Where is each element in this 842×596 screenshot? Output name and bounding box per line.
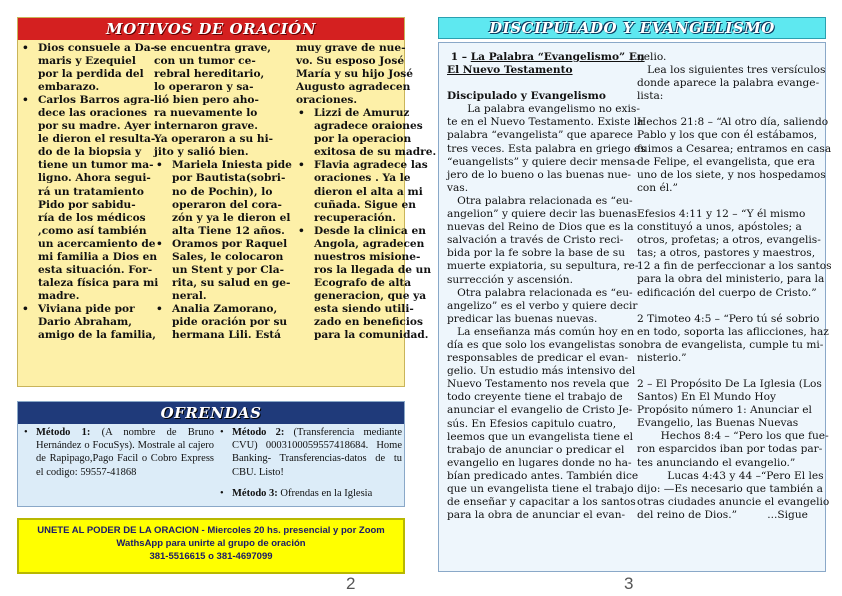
prayer-line: le dieron el resulta- — [38, 133, 156, 146]
text-line: Pablo y los que con él estábamos, — [637, 129, 818, 142]
prayer-line: rá un tratamiento — [38, 185, 144, 198]
text-line: constituyó a unos, apóstoles; a — [637, 221, 802, 234]
prayer-line: dieron el alta a mi — [313, 185, 423, 198]
prayer-line: por Bautista(sobri- — [172, 172, 286, 185]
method-1-label: Método 1: — [36, 427, 91, 438]
text-line: obra de evangelista, cumple tu mi- — [637, 338, 824, 351]
text-line: Lucas 4:43 y 44 –“Pero El les — [637, 469, 824, 482]
text-line: bían predicado antes. También dice — [447, 469, 639, 482]
text-line: que un evangelista tiene el trabajo — [447, 483, 634, 495]
prayer-line: Mariela Iniesta pide — [172, 159, 292, 172]
text-line: Nuevo Testamento nos revela que — [447, 378, 630, 391]
text-line: edificación del cuerpo de Cristo.” — [637, 286, 817, 299]
prayer-line: Carlos Barros agra- — [38, 94, 155, 107]
spacer — [447, 77, 625, 90]
bullet-icon: • — [297, 159, 305, 172]
text-line: nuevas del Reino de Dios que es la — [447, 221, 634, 234]
text-line: todo creyente tiene el trabajo de — [447, 391, 623, 404]
prayer-column-2 — [154, 42, 296, 386]
spacer — [637, 300, 819, 313]
prayer-line: do de la biopsia y — [38, 146, 142, 159]
spacer — [637, 365, 819, 378]
paragraph — [637, 51, 819, 64]
prayer-request-item — [20, 42, 156, 94]
text-line — [447, 51, 645, 64]
prayer-line: nuestros misione- — [313, 250, 421, 263]
prayer-line: Dios consuele a Da- — [38, 42, 156, 54]
prayer-line: jito y salió bien. — [154, 146, 249, 159]
prayer-line: embarazo. — [38, 81, 100, 94]
method-3-label: Método 3: — [232, 487, 278, 499]
discipleship-title: DISCIPULADO Y EVANGELISMO — [438, 17, 826, 39]
text-line: sús. En Efesios capitulo cuatro, — [447, 417, 617, 430]
prayer-line: para la comunidad. — [313, 329, 429, 342]
paragraph — [447, 103, 646, 195]
prayer-line: oraciones. — [295, 94, 358, 107]
paragraph — [637, 64, 826, 103]
prayer-column-3 — [295, 42, 437, 386]
text-line: Hechos 21:8 – “Al otro día, saliendo — [637, 116, 829, 129]
offering-method-3 — [218, 487, 402, 500]
prayer-line: cuñada. Sigue en — [313, 198, 416, 211]
prayer-line: madre. — [38, 289, 80, 302]
discipleship-column-1 — [447, 51, 646, 522]
prayer-line: rita, su salud en ge- — [172, 276, 291, 289]
text-line: Otra palabra relacionada es “eu- — [447, 286, 633, 299]
text-line: anunciar el evangelio de Cristo Je- — [447, 404, 633, 417]
text-line: para la obra de anunciar el evan- — [447, 509, 626, 522]
prayer-request-item — [154, 159, 292, 237]
text-line: tres veces. Esta palabra en griego es — [447, 142, 646, 155]
text-line: para la obra del ministerio, para la — [637, 273, 825, 286]
prayer-line: Analia Zamorano, — [172, 302, 278, 315]
prayer-line: Desde la clinica en — [313, 224, 426, 237]
prayer-line: ros la llegada de un — [313, 263, 432, 276]
text-line: nisterio.” — [637, 351, 687, 364]
text-line: 2 Timoteo 4:5 – “Pero tú sé sobrio — [637, 312, 820, 325]
page-number-left: 2 — [346, 574, 356, 593]
bullet-icon: • — [297, 107, 305, 120]
bullet-icon: • — [297, 224, 305, 237]
prayer-line: María y su hijo José — [295, 68, 413, 81]
bullet-icon: • — [22, 42, 29, 54]
text-line: predicar las buenas nuevas. — [447, 312, 598, 325]
prayer-request-continuation — [154, 42, 292, 159]
prayer-line: esta situación. For- — [38, 263, 153, 276]
text-line: evangelio en lugares donde no ha- — [447, 456, 632, 469]
prayer-line: Flavia agradece las — [313, 159, 428, 172]
text-line: día es que solo los evangelistas son — [447, 338, 638, 351]
text-line: gelio. Un estudio más intensivo del — [447, 365, 636, 378]
prayer-line: lo operaron y sa- — [154, 81, 254, 94]
spacer — [637, 103, 819, 116]
text-line: Propósito número 1: Anunciar el — [637, 404, 812, 417]
text-line: del reino de Dios.” ...Sigue — [637, 508, 808, 521]
prayer-line: un Stent y por Cla- — [172, 263, 284, 276]
discipleship-panel — [438, 42, 832, 572]
prayer-request-item — [154, 303, 292, 342]
text-line: Santos) En El Mundo Hoy — [637, 391, 777, 404]
prayer-line: internaron grave. — [154, 120, 258, 133]
paragraph — [447, 194, 639, 287]
prayer-line: ra nuevamente lo — [154, 107, 258, 120]
text-line: jero de lo bueno o las buenas nue- — [447, 168, 631, 181]
text-line: palabra “evangelista” que aparece — [447, 129, 633, 142]
text-line: leemos que un evangelista tiene el — [447, 430, 634, 443]
prayer-line: Ecografo de alta — [313, 276, 412, 289]
bullet-icon: • — [156, 159, 163, 172]
paragraph — [637, 377, 830, 522]
text-line: surrección y ascensión. — [447, 273, 574, 286]
paragraph — [637, 116, 832, 195]
text-line: de enseñar y capacitar a los santos — [447, 496, 636, 509]
prayer-line: Pido por sabidu- — [38, 198, 136, 211]
method-2-text: (Transferencia mediante CVU) 0003100059557418684. Home Banking- Transferencias-datos de tu CBU. Listo! — [232, 427, 402, 478]
prayer-line: dece las oraciones — [38, 107, 148, 120]
discipleship-column-2 — [637, 51, 832, 522]
bullet-icon: • — [156, 302, 163, 315]
text-line: 12 a fin de perfeccionar a los santos — [637, 260, 832, 273]
text-line: con él.” — [637, 181, 678, 194]
bullet-icon: • — [22, 302, 29, 315]
prayer-column-1 — [18, 42, 159, 386]
text-line: 2 – El Propósito De La Iglesia (Los — [637, 377, 822, 390]
text-line: Otra palabra relacionada es “eu- — [447, 194, 633, 207]
text-line: donde aparece la palabra evange- — [637, 77, 820, 90]
prayer-line: por su madre. Ayer — [38, 120, 151, 133]
section-number: 1 – — [447, 51, 471, 63]
text-line: otros, profetas; a otros, evangelis- — [637, 234, 821, 247]
prayer-line: tiene un tumor ma- — [38, 159, 154, 172]
text-line: responsables de predicar el evan- — [447, 352, 629, 365]
prayer-line: Viviana pide por — [38, 302, 135, 315]
page-number-right: 3 — [624, 574, 634, 593]
banner-line-3: 381-5516615 o 381-4697099 — [149, 551, 273, 562]
text-line: de Felipe, el evangelista, que era — [637, 155, 815, 168]
prayer-line: esta siendo utili- — [313, 302, 414, 315]
prayer-line: Oramos por Raquel — [172, 237, 288, 250]
prayer-request-item — [154, 238, 292, 303]
offering-method-1 — [22, 426, 214, 479]
text-line: Discipulado y Evangelismo — [447, 90, 606, 103]
bullet-icon: • — [22, 94, 29, 107]
text-line: angelizo” es el verbo y quiere decir — [447, 299, 638, 312]
text-line: “euangelists” y quiere decir mensa- — [447, 155, 639, 168]
prayer-line: lió bien pero aho- — [154, 94, 259, 107]
text-line: salvación a través de Cristo reci- — [447, 234, 624, 247]
prayer-line: recuperación. — [313, 211, 396, 224]
prayer-line: oraciones . Ya le — [313, 172, 411, 185]
spacer — [637, 195, 819, 208]
banner-line-2: WathsApp para unirte al grupo de oración — [116, 538, 306, 549]
text-line: angelion” y quiere decir las buenas — [447, 208, 638, 221]
text-line: Lea los siguientes tres versículos — [637, 64, 826, 77]
prayer-request-item — [296, 159, 428, 224]
prayer-line: rebral hereditario, — [154, 68, 265, 81]
section-title: La Palabra “Evangelismo” En — [470, 51, 645, 63]
prayer-meeting-banner — [17, 518, 405, 574]
prayer-line: operaron del cora- — [172, 198, 282, 211]
prayer-line: ría de los médicos — [38, 211, 146, 224]
text-line: tes anunciando el evangelio.” — [637, 456, 796, 469]
text-line: trabajo de anunciar o predicar el — [447, 443, 625, 456]
section-title: El Nuevo Testamento — [447, 64, 573, 77]
prayer-line: muy grave de nue- — [295, 42, 406, 54]
text-line: dijo: —Es necesario que también a — [637, 482, 823, 495]
prayer-line: agradece oraiones — [313, 120, 423, 133]
prayer-request-continuation — [295, 42, 413, 107]
prayer-line: mi familia a Dios en — [38, 250, 158, 263]
text-line: te en el Nuevo Testamento. Existe la — [447, 116, 644, 129]
prayer-line: amigo de la familia, — [38, 329, 156, 342]
prayer-line: un acercamiento de — [38, 237, 156, 250]
prayer-line: hermana Lili. Está — [172, 329, 282, 342]
prayer-line: Lizzi de Amuruz — [313, 107, 410, 120]
text-line: ron esparcidos iban por todas par- — [637, 443, 823, 456]
prayer-line: neral. — [172, 289, 207, 302]
text-line: gelio. — [637, 51, 667, 63]
text-line: en todo, soporta las aflicciones, haz — [637, 325, 829, 338]
text-line: otras ciudades anuncie el evangelio — [637, 495, 830, 508]
prayer-request-item — [20, 94, 159, 303]
prayer-line: exitosa de su madre. — [313, 146, 437, 159]
prayer-line: por la operacion — [313, 133, 412, 146]
prayer-line: ligno. Ahora segui- — [38, 172, 151, 185]
paragraph — [637, 312, 829, 365]
prayer-line: Ya operaron a su hi- — [154, 133, 274, 146]
offering-method-2 — [218, 426, 402, 479]
offerings-panel — [17, 401, 405, 507]
prayer-line: con un tumor ce- — [154, 55, 256, 68]
text-line: lista: — [637, 90, 664, 103]
prayer-line: zón y ya le dieron el — [172, 211, 291, 224]
bullet-icon: • — [156, 237, 163, 250]
prayer-line: generacion, que ya — [313, 289, 427, 302]
prayer-line: no de Pochin), lo — [172, 185, 273, 198]
banner-line-1: UNETE AL PODER DE LA ORACION - Miercoles 20 hs. presencial y por Zoom — [37, 525, 385, 536]
text-line: La palabra evangelismo no exis- — [447, 103, 640, 116]
text-line: fuimos a Cesarea; entramos en casa — [637, 142, 832, 155]
prayer-line: alta Tiene 12 años. — [172, 224, 285, 237]
prayer-line: Angola, agradecen — [313, 237, 425, 250]
offerings-title: OFRENDAS — [18, 402, 404, 424]
prayer-request-item — [296, 224, 432, 342]
text-line: uno de los siete, y nos hospedamos — [637, 168, 826, 181]
method-2-label: Método 2: — [232, 427, 285, 438]
prayer-line: taleza física para mi — [38, 276, 159, 289]
text-line: vas. — [447, 181, 469, 194]
method-1-text: (A nombre de Bruno Hernández o FocuSys). Mostrale al cajero de Rapipago,Pago Facil o Cobro Express el codigo: 59557-41868 — [36, 427, 214, 478]
prayer-line: Augusto agradecen — [295, 81, 411, 94]
text-line — [447, 64, 625, 77]
section-heading — [447, 51, 645, 77]
prayer-line: Sales, le colocaron — [172, 250, 284, 263]
prayer-line: pide oración por su — [172, 315, 288, 328]
prayer-requests-title: MOTIVOS DE ORACIÓN — [18, 18, 404, 40]
text-line: Evangelio, las Buenas Nuevas — [637, 417, 799, 430]
text-line: bida por la fe sobre la base de su — [447, 247, 626, 260]
prayer-line: zado en beneficios — [313, 315, 423, 328]
prayer-line: por la perdida del — [38, 68, 144, 81]
text-line: La enseñanza más común hoy en — [447, 325, 635, 338]
text-line: Efesios 4:11 y 12 – “Y él mismo — [637, 207, 806, 220]
prayer-requests-panel — [17, 17, 437, 387]
paragraph — [447, 286, 638, 326]
prayer-line: se encuentra grave, — [154, 42, 271, 54]
paragraph — [447, 325, 639, 522]
text-line: Hechos 8:4 – “Pero los que fue- — [637, 430, 829, 443]
prayer-line: Dario Abraham, — [38, 315, 132, 328]
paragraph — [447, 90, 625, 103]
text-line: tas; a otros, pastores y maestros, — [637, 247, 816, 260]
prayer-line: ,como así también — [38, 224, 147, 237]
prayer-request-item — [20, 302, 156, 342]
method-3-text: Ofrendas en la Iglesia — [280, 487, 373, 499]
paragraph — [637, 207, 832, 300]
prayer-line: maris y Ezequiel — [38, 55, 136, 68]
prayer-line: vo. Su esposo José — [295, 55, 405, 68]
prayer-request-item — [296, 107, 437, 159]
text-line: muerte expiatoria, su sepultura, re- — [447, 260, 639, 273]
